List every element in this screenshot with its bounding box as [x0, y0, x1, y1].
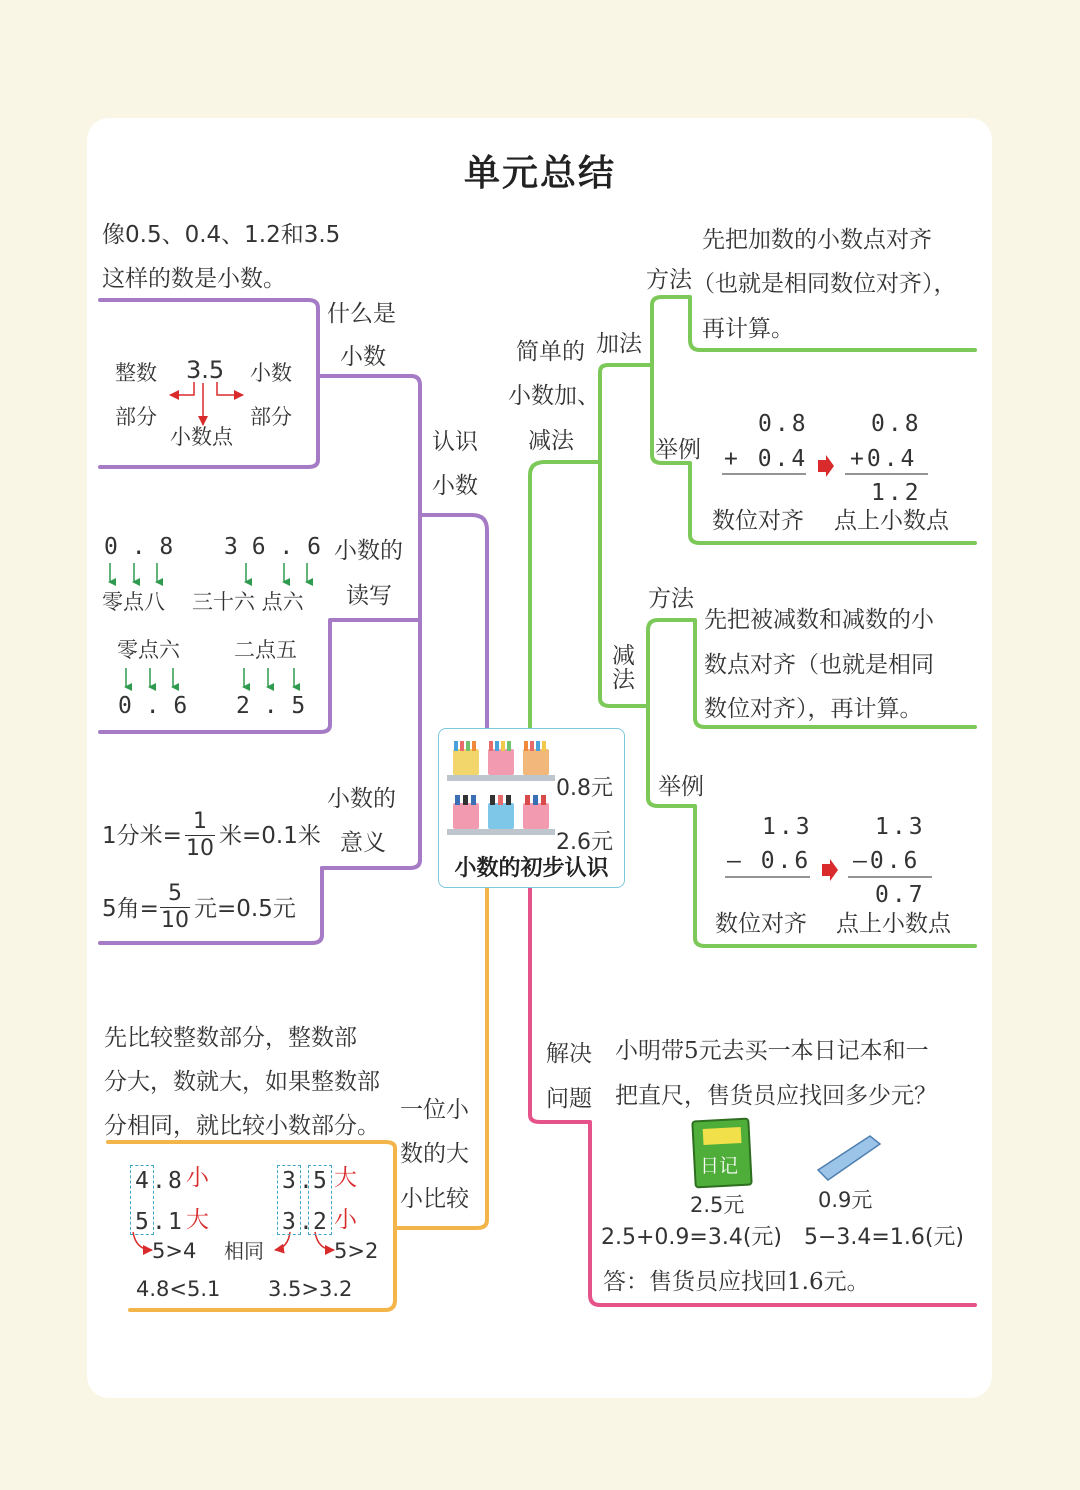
- sub-note-point: 点上小数点: [836, 911, 951, 937]
- branch-subtraction-2: 法: [612, 667, 635, 693]
- cmp-c-int: 3: [282, 1168, 296, 1194]
- fraction-2-denominator: 10: [161, 908, 189, 934]
- add-method-label: 方法: [646, 267, 692, 293]
- add-note-point: 点上小数点: [834, 508, 949, 534]
- shelf-bottom: [447, 829, 555, 835]
- definition-line-1: 像0.5、0.4、1.2和3.5: [102, 222, 341, 248]
- add-method-line-2: （也就是相同数位对齐），: [692, 271, 957, 297]
- branch-subtraction-1: 减: [612, 643, 635, 669]
- cmp-reason-1: 5>4: [152, 1239, 197, 1263]
- cmp-reason-2: 5>2: [334, 1239, 379, 1263]
- cmp-b-int: 5: [135, 1209, 149, 1235]
- add-note-align: 数位对齐: [712, 508, 804, 534]
- branch-compare-1: 一位小: [400, 1097, 469, 1123]
- sub-method-line-1: 先把被减数和减数的小: [704, 607, 934, 633]
- rw-ex2-reading: 三十六 点六: [192, 590, 304, 614]
- sub-example-label: 举例: [658, 774, 704, 800]
- page-title: 单元总结: [463, 153, 616, 194]
- cmp-result-2: 3.5>3.2: [268, 1277, 353, 1301]
- meaning-line1-prefix: 1分米=: [102, 823, 182, 849]
- problem-line-1: 小明带5元去买一本日记本和一: [615, 1038, 929, 1064]
- decimal-part-arrows: [170, 382, 243, 425]
- cmp-a-dec: 8: [168, 1168, 182, 1194]
- meaning-line2-suffix: 元=0.5元: [194, 896, 296, 922]
- price-top: 0.8元: [556, 776, 613, 801]
- rw-ex3-reading: 零点六: [117, 638, 180, 662]
- decimal-point-label: 小数点: [170, 425, 233, 449]
- cmp-a-int: 4: [135, 1168, 149, 1194]
- branch-meaning-2: 意义: [340, 830, 386, 856]
- fraction-1-10: [185, 810, 215, 861]
- cmp-c-tag: 大: [334, 1165, 357, 1191]
- rw-ex1-reading: 零点八: [102, 590, 165, 614]
- notebook-price: 2.5元: [690, 1193, 745, 1217]
- pen-cup-icon: [453, 795, 479, 829]
- add-method-line-1: 先把加数的小数点对齐: [702, 227, 932, 253]
- cmp-c-dot: .: [299, 1168, 313, 1194]
- pencil-cup-icon: [488, 741, 514, 775]
- rw-ex2-number: 3 6 . 6: [224, 534, 321, 560]
- sub-right-result: 0.7: [875, 882, 926, 908]
- add-right-result: 1.2: [871, 480, 922, 506]
- pen-cup-icon: [488, 795, 514, 829]
- branch-addsub-3: 减法: [528, 428, 574, 454]
- ruler-price: 0.9元: [818, 1188, 873, 1212]
- fraction-1-denominator: 10: [186, 836, 214, 862]
- price-bottom: 2.6元: [556, 830, 613, 855]
- fraction-5-10: [160, 882, 190, 933]
- fraction-1-numerator: 1: [193, 809, 207, 834]
- sub-method-line-3: 数位对齐），再计算。: [704, 696, 923, 722]
- branch-read-write-2: 读写: [346, 583, 392, 609]
- integer-part-label-2: 部分: [115, 405, 157, 429]
- rw-ex3-number: 0 . 6: [118, 693, 188, 719]
- cmp-d-dec: 2: [313, 1209, 327, 1235]
- cmp-b-tag: 大: [186, 1207, 209, 1233]
- sub-right-top: 1.3: [875, 814, 926, 840]
- cmp-same-label: 相同: [224, 1239, 264, 1263]
- sub-left-top: 1.3: [762, 814, 813, 840]
- cmp-d-int: 3: [282, 1209, 296, 1235]
- ruler-icon: [818, 1136, 880, 1180]
- add-right-bottom: +0.4: [850, 446, 918, 472]
- branch-addsub-2: 小数加、: [508, 383, 600, 409]
- pencil-cup-icon: [523, 741, 549, 775]
- cmp-b-dec: 1: [168, 1209, 182, 1235]
- pencil-cup-icon: [453, 741, 479, 775]
- add-method-line-3: 再计算。: [702, 316, 794, 342]
- cmp-d-tag: 小: [334, 1207, 357, 1233]
- decimal-part-label-2: 部分: [250, 405, 292, 429]
- cmp-b-dot: .: [152, 1209, 166, 1235]
- cmp-a-dot: .: [152, 1168, 166, 1194]
- notebook-label: 日记: [700, 1155, 739, 1177]
- compare-rule-line-1: 先比较整数部分，整数部: [104, 1025, 357, 1051]
- example-number: 3.5: [186, 356, 225, 384]
- sub-note-align: 数位对齐: [715, 911, 807, 937]
- sub-method-label: 方法: [648, 586, 694, 612]
- branch-read-write-1: 小数的: [334, 538, 403, 564]
- add-left-top: 0.8: [758, 411, 809, 437]
- center-node: [438, 728, 625, 888]
- problem-line-2: 把直尺，售货员应找回多少元？: [615, 1083, 937, 1109]
- calc-difference: 5−3.4=1.6(元): [804, 1225, 965, 1250]
- cmp-c-dec: 5: [313, 1168, 327, 1194]
- rw-ex4-reading: 二点五: [234, 638, 297, 662]
- shelf-top: [447, 775, 555, 781]
- add-example-label: 举例: [655, 437, 701, 463]
- decimal-part-label-1: 小数: [250, 361, 292, 385]
- branch-compare-3: 小比较: [400, 1186, 469, 1212]
- answer-text: 答：售货员应找回1.6元。: [603, 1269, 870, 1295]
- branch-addition: 加法: [596, 331, 642, 357]
- branch-addsub-1: 简单的: [516, 339, 585, 365]
- cmp-d-dot: .: [299, 1209, 313, 1235]
- branch-meaning-1: 小数的: [327, 786, 396, 812]
- sub-method-line-2: 数点对齐（也就是相同: [704, 652, 934, 678]
- rw-ex4-number: 2 . 5: [236, 693, 306, 719]
- compare-rule-line-2: 分大，数就大，如果整数部: [104, 1069, 380, 1095]
- fraction-2-numerator: 5: [168, 881, 182, 906]
- definition-line-2: 这样的数是小数。: [102, 266, 286, 292]
- branch-what-is-2: 小数: [340, 344, 386, 370]
- calc-sum: 2.5+0.9=3.4(元): [601, 1225, 782, 1250]
- meaning-line1-suffix: 米=0.1米: [219, 823, 321, 849]
- branch-know-1: 认识: [432, 429, 478, 455]
- branch-what-is-1: 什么是: [327, 301, 396, 327]
- add-right-top: 0.8: [871, 411, 922, 437]
- pen-cup-icon: [523, 795, 549, 829]
- meaning-line2-prefix: 5角=: [102, 896, 159, 922]
- sub-left-bottom: – 0.6: [727, 848, 812, 874]
- compare-rule-line-3: 分相同，就比较小数部分。: [104, 1113, 380, 1139]
- center-title: 小数的初步认识: [454, 856, 609, 881]
- branch-compare-2: 数的大: [400, 1141, 469, 1167]
- integer-part-label-1: 整数: [115, 361, 157, 385]
- sub-right-bottom: –0.6: [853, 848, 921, 874]
- cmp-a-tag: 小: [186, 1165, 209, 1191]
- cmp-result-1: 4.8<5.1: [136, 1277, 221, 1301]
- add-left-bottom: + 0.4: [724, 446, 809, 472]
- branch-solve-2: 问题: [546, 1086, 592, 1112]
- rw-ex1-number: 0 . 8: [104, 534, 174, 560]
- branch-solve-1: 解决: [546, 1041, 592, 1067]
- branch-know-2: 小数: [432, 473, 478, 499]
- read-write-arrows: [110, 563, 307, 687]
